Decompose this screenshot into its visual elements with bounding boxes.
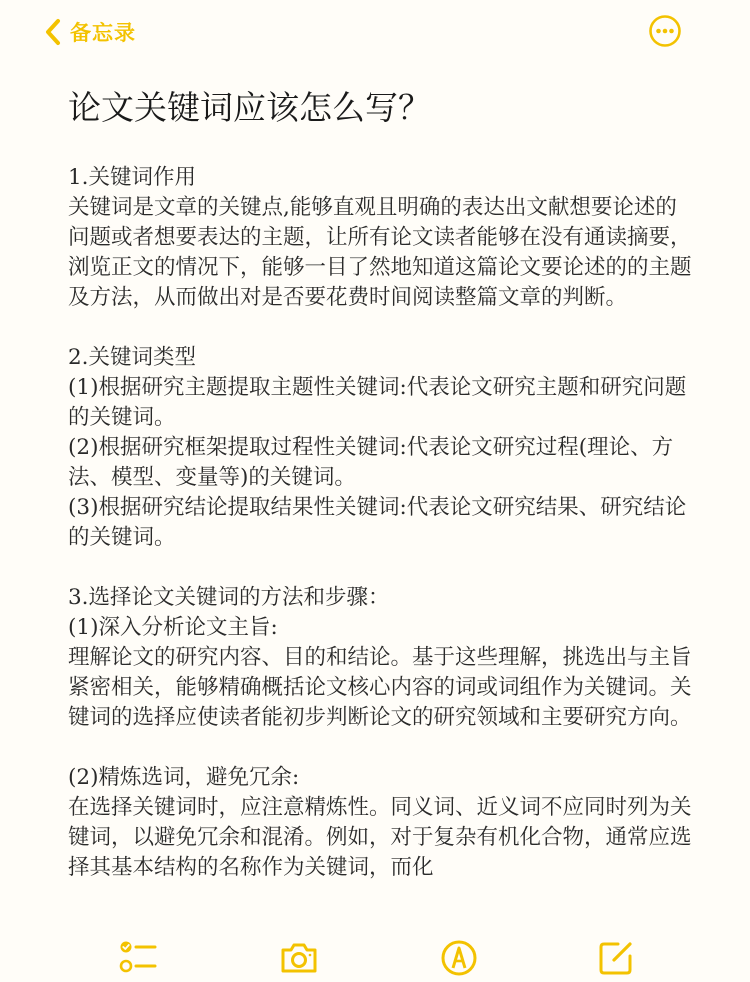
- more-button[interactable]: [648, 14, 682, 48]
- checklist-icon: [118, 938, 158, 978]
- subheading: (2)精炼选词，避免冗余:: [68, 765, 300, 790]
- note-body: [68, 163, 698, 883]
- blank-line: [68, 313, 698, 343]
- list-item: (3)根据研究结论提取结果性关键词:代表论文研究结果、研究结论的关键词。: [68, 495, 687, 550]
- blank-line: [68, 553, 698, 583]
- bottom-toolbar: [0, 920, 750, 982]
- list-item: (1)根据研究主题提取主题性关键词:代表论文研究主题和研究问题的关键词。: [68, 375, 687, 430]
- checklist-button[interactable]: [118, 938, 158, 978]
- nav-bar: [0, 0, 750, 64]
- camera-icon: [279, 938, 319, 978]
- camera-button[interactable]: [279, 938, 319, 978]
- back-button[interactable]: [44, 14, 136, 50]
- back-label: 备忘录: [70, 21, 136, 45]
- list-item: (2)根据研究框架提取过程性关键词:代表论文研究过程(理论、方法、模型、变量等)的关键词。: [68, 435, 674, 490]
- paragraph: 关键词是文章的关键点,能够直观且明确的表达出文献想要论述的问题或者想要表达的主题，让所有论文读者能够在没有通读摘要，浏览正文的情况下，能够一目了然地知道这篇论文要论述的的主题及方法，从而做出对是否要花费时间阅读整篇文章的判断。: [68, 195, 692, 310]
- subheading: (1)深入分析论文主旨:: [68, 615, 278, 640]
- chevron-left-icon: [44, 18, 62, 46]
- compose-icon: [596, 938, 636, 978]
- blank-line: [68, 733, 698, 763]
- paragraph: 理解论文的研究内容、目的和结论。基于这些理解，挑选出与主旨紧密相关，能够精确概括论文核心内容的词或词组作为关键词。关键词的选择应使读者能初步判断论文的研究领域和主要研究方向。: [68, 645, 692, 730]
- compose-button[interactable]: [596, 938, 636, 978]
- section-heading: 1.关键词作用: [68, 165, 197, 190]
- section-heading: 2.关键词类型: [68, 345, 197, 370]
- ellipsis-circle-icon: [648, 14, 682, 48]
- section-heading: 3.选择论文关键词的方法和步骤：: [68, 585, 390, 610]
- markup-button[interactable]: [439, 938, 479, 978]
- note-title: 论文关键词应该怎么写？: [68, 88, 431, 127]
- paragraph: 在选择关键词时，应注意精炼性。同义词、近义词不应同时列为关键词，以避免冗余和混淆。例如，对于复杂有机化合物，通常应选择其基本结构的名称作为关键词，而化: [68, 795, 692, 880]
- markup-pen-icon: [439, 938, 479, 978]
